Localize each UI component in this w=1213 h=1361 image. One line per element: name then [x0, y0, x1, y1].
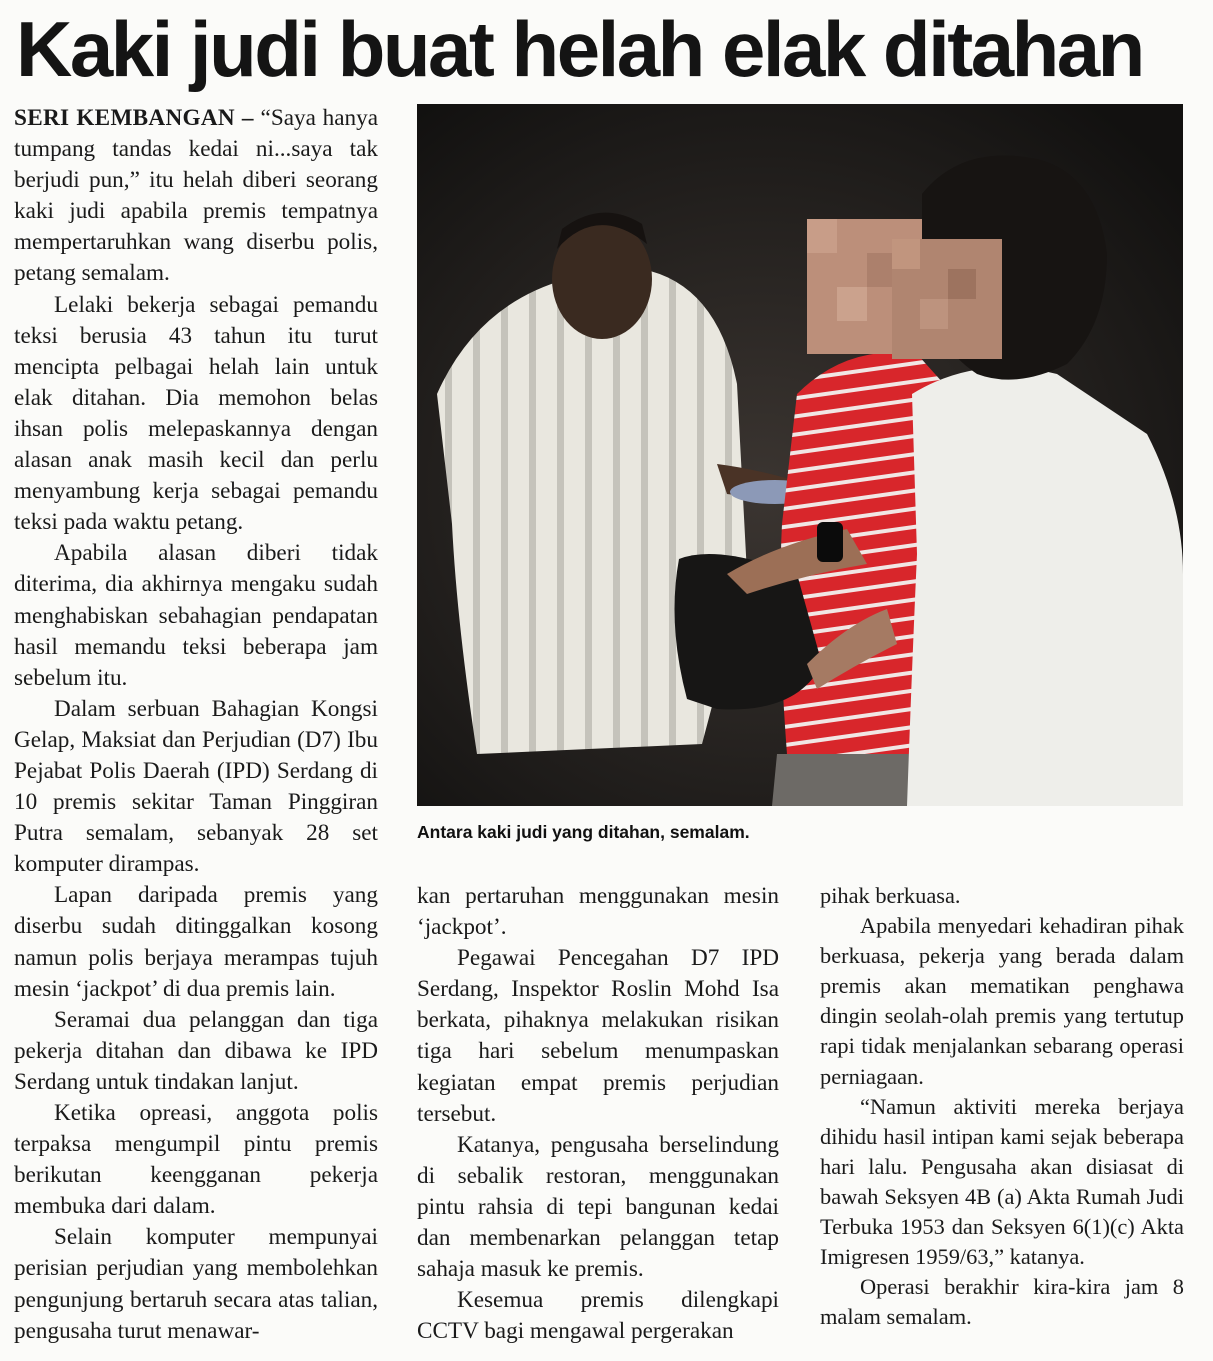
paragraph: Apabila menyedari kehadiran pihak berkuasa, pekerja yang berada dalam premis akan mematikan penghawa dingin seolah-olah premis yang tertutup rapi tidak menjalankan sebarang operasi perniagaan. — [820, 913, 1184, 1089]
paragraph: Ketika opreasi, anggota polis terpaksa mengumpil pintu premis berikutan keengganan pekerja membuka dari dalam. — [14, 1100, 378, 1220]
headline: Kaki judi buat helah elak ditahan — [16, 5, 1143, 93]
article-column-2 — [417, 881, 779, 1347]
paragraph: Operasi berakhir kira-kira jam 8 malam semalam. — [820, 1274, 1184, 1330]
paragraph: Lapan daripada premis yang diserbu sudah ditinggalkan kosong namun polis berjaya merampas tujuh mesin ‘jackpot’ di dua premis lain. — [14, 882, 378, 1002]
paragraph: Apabila alasan diberi tidak diterima, dia akhirnya mengaku sudah menghabiskan sebahagian pendapatan hasil memandu teksi beberapa jam sebelum itu. — [14, 540, 378, 691]
paragraph: pihak berkuasa. — [820, 883, 961, 908]
news-photo — [417, 104, 1183, 806]
article-column-3 — [820, 881, 1184, 1332]
paragraph: “Namun aktiviti mereka berjaya dihidu hasil intipan kami sejak beberapa hari lalu. Pengusaha akan disiasat di bawah Seksyen 4B (a) Akta Rumah Judi Terbuka 1953 dan Seksyen 6(1)(c) Akta Imigresen 1959/63,” katanya. — [820, 1093, 1184, 1270]
paragraph: Katanya, pengusaha berselindung di sebalik restoran, menggunakan pintu rahsia di tepi bangunan kedai dan membenarkan pelanggan tetap sahaja masuk ke premis. — [417, 1131, 779, 1283]
paragraph-text: “Saya hanya tumpang tandas kedai ni...saya tak berjudi pun,” itu helah diberi seorang kaki judi apabila premis tempatnya mempertaruhkan wang diserbu polis, petang semalam. — [14, 105, 378, 287]
paragraph: Pegawai Pencegahan D7 IPD Serdang, Inspektor Roslin Mohd Isa berkata, pihaknya melakukan risikan tiga hari sebelum menumpaskan kegiatan empat premis perjudian tersebut. — [417, 945, 779, 1127]
photo-caption: Antara kaki judi yang ditahan, semalam. — [417, 822, 750, 842]
dateline: SERI KEMBANGAN – — [14, 105, 254, 131]
article-column-1 — [14, 103, 378, 1347]
paragraph: Lelaki bekerja sebagai pemandu teksi berusia 43 tahun itu turut mencipta pelbagai helah lain untuk elak ditahan. Dia memohon belas ihsan polis melepaskannya dengan alasan anak masih kecil dan perlu menyambung kerja sebagai pemandu teksi pada waktu petang. — [14, 291, 378, 536]
paragraph — [14, 103, 378, 290]
paragraph: Seramai dua pelanggan dan tiga pekerja ditahan dan dibawa ke IPD Serdang untuk tindakan lanjut. — [14, 1006, 378, 1095]
paragraph: Selain komputer mempunyai perisian perjudian yang membolehkan pengunjung bertaruh secara atas talian, pengusaha turut menawar- — [14, 1224, 378, 1344]
paragraph: Kesemua premis dilengkapi CCTV bagi mengawal pergerakan — [417, 1287, 779, 1345]
paragraph: Dalam serbuan Bahagian Kongsi Gelap, Maksiat dan Perjudian (D7) Ibu Pejabat Polis Daerah (IPD) Serdang di 10 premis sekitar Taman Pinggiran Putra semalam, sebanyak 28 set komputer dirampas. — [14, 695, 378, 878]
paragraph: kan pertaruhan menggunakan mesin ‘jackpot’. — [417, 883, 779, 941]
photo-illustration — [417, 104, 1183, 806]
